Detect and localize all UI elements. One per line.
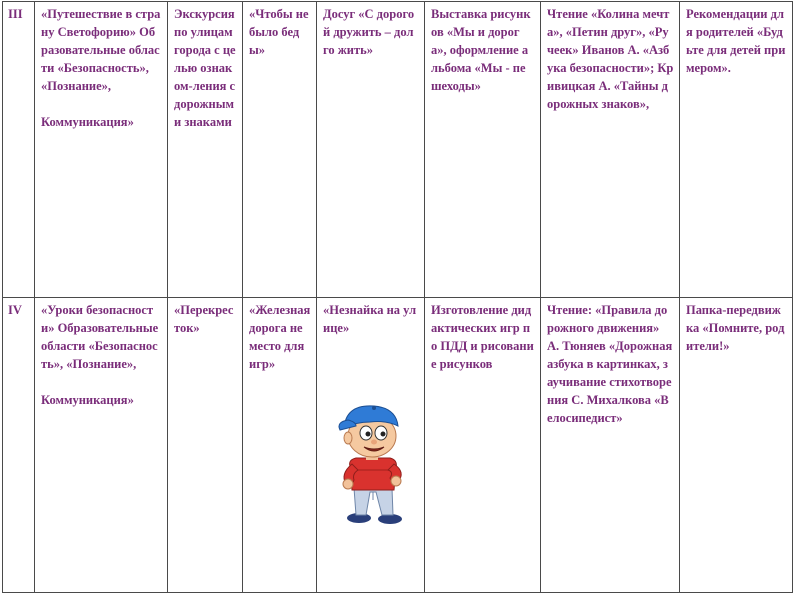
parents-cell: Папка-передвижка «Помните, родители!» — [680, 298, 793, 593]
leisure-cell: «Незнайка на улице» — [317, 298, 425, 593]
table-row — [3, 2, 793, 298]
row-number: III — [3, 2, 35, 298]
activity-cell: «Чтобы не было беды» — [243, 2, 317, 298]
activity-cell: «Перекресток» — [168, 298, 243, 593]
creative-cell: Изготовление дидактических игр по ПДД и рисование рисунков — [425, 298, 541, 593]
reading-cell: Чтение «Колина мечта», «Петин друг», «Ручеек» Иванов А. «Азбука безопасности»; Кривицкая А. «Тайны дорожных знаков», — [541, 2, 680, 298]
cartoon-boy-icon — [326, 400, 416, 525]
creative-cell: Выставка рисунков «Мы и дорога», оформление альбома «Мы - пешеходы» — [425, 2, 541, 298]
row-number: IV — [3, 298, 35, 593]
parents-cell: Рекомендации для родителей «Будьте для детей примером». — [680, 2, 793, 298]
activity-cell: Экскурсия по улицам города с целью ознаком-ления с дорожными знаками — [168, 2, 243, 298]
leisure-cell: Досуг «С дорогой дружить – долго жить» — [317, 2, 425, 298]
activity-cell: «Железная дорога не место для игр» — [243, 298, 317, 593]
reading-cell: Чтение: «Правила дорожного движения» А. Тюняев «Дорожная азбука в картинках, заучивание стихотворения С. Михалкова «Велосипедист» — [541, 298, 680, 593]
topic-cell: «Путешествие в страну Светофорию» Образовательные области «Безопасность», «Познание», Коммуникация» — [35, 2, 168, 298]
topic-cell: «Уроки безопасности» Образовательные области «Безопасность», «Познание», Коммуникация» — [35, 298, 168, 593]
